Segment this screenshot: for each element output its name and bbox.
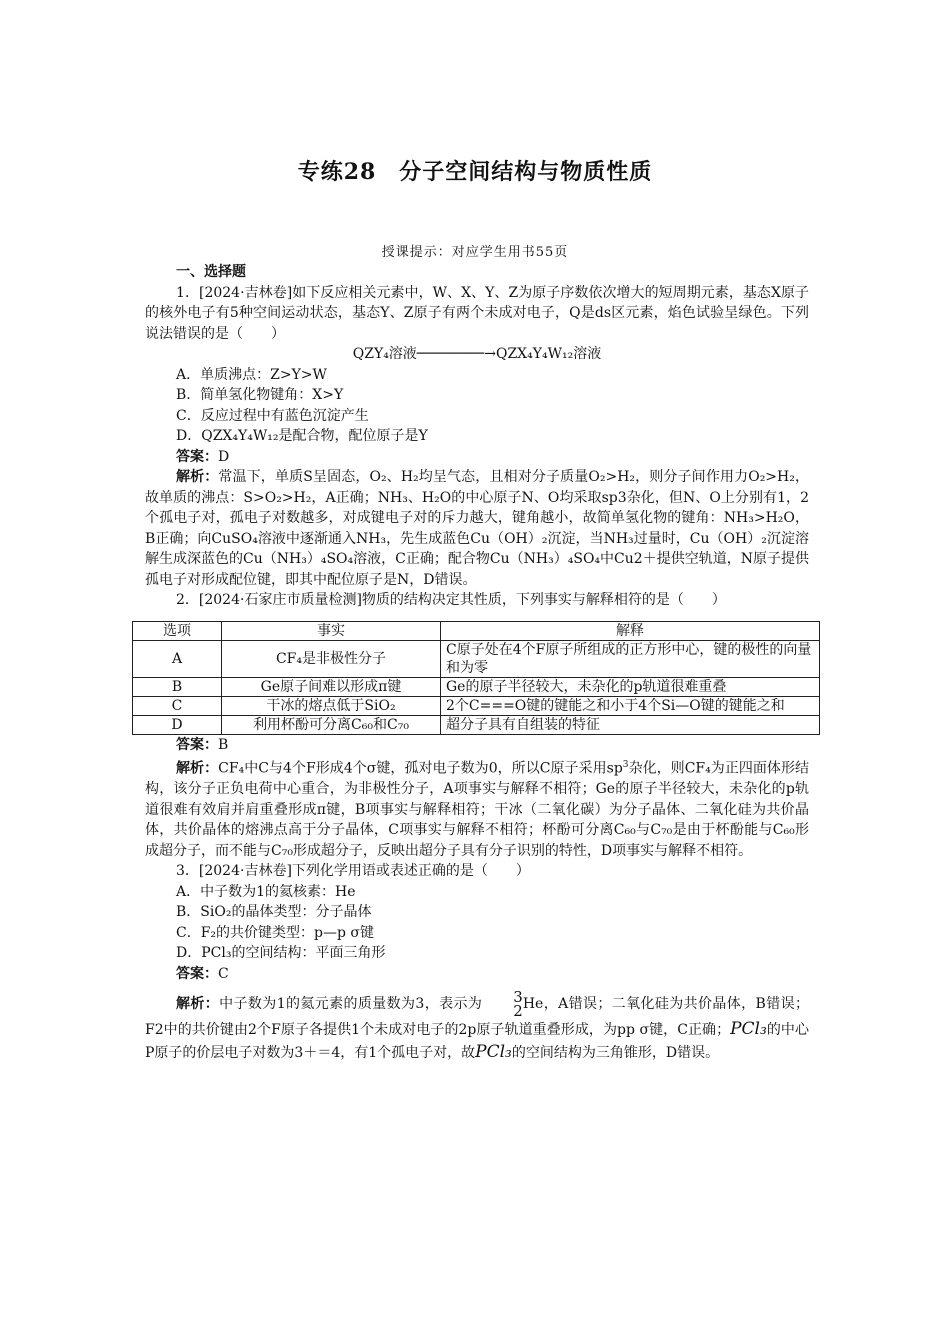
document-body: [145, 262, 812, 1064]
q1-reaction: QZY₄溶液────────→QZX₄Y₄W₁₂溶液: [352, 346, 602, 362]
q2-stem: 2．[2024·石家庄市质量检测]物质的结构决定其性质，下列事实与解释相符的是（ ）: [176, 592, 726, 608]
q2-analysis: [145, 755, 809, 861]
formula: PCl₃: [475, 1042, 512, 1063]
table-cell: 干冰的熔点低于SiO₂: [222, 696, 441, 715]
table-cell: C原子处在4个F原子所组成的正方形中心，键的极性的向量和为零: [441, 640, 820, 677]
mass-number: 3: [513, 988, 523, 1007]
table-cell: 利用杯酚可分离C₆₀和C₇₀: [222, 715, 441, 734]
q1-option-d: D．QZX₄Y₄W₁₂是配合物，配位原子是Y: [176, 428, 428, 444]
answer-label: 答案：: [176, 965, 218, 982]
q1-option-b: B．简单氢化物键角：X>Y: [176, 387, 344, 403]
answer-label: 答案：: [176, 448, 218, 465]
analysis-label: 解析：: [176, 996, 220, 1013]
analysis-label: 解析：: [176, 469, 219, 485]
answer-value: C: [218, 965, 229, 982]
analysis-text: CF₄中C与4个F形成4个σ键，孤对电子数为0，所以C原子采用sp: [218, 760, 623, 777]
q1-stem: 1．[2024·吉林卷]如下反应相关元素中，W、X、Y、Z为原子序数依次增大的短周期元素，基态X原子的核外电子有5种空间运动状态，基态Y、Z原子有两个未成对电子，Q是ds区元素，焰色试验呈绿色。下列说法错误的是（ ）: [145, 284, 809, 342]
q2-answer: [145, 735, 809, 756]
q1-option-a: A．单质沸点：Z>Y>W: [176, 366, 327, 383]
q3-option-b: B．SiO₂的晶体类型：分子晶体: [176, 904, 372, 921]
q1-analysis: [145, 467, 809, 590]
analysis-text: 常温下，单质S呈固态，O₂、H₂均呈气态，且相对分子质量O₂>H₂，则分子间作用力O₂>H₂，故单质的沸点：S>O₂>H₂，A正确；NH₃、H₂O的中心原子N、O均采取sp3杂化，但N、O上分别有1，2个孤电子对，孤电子对数越多，对成键电子对的斥力越大，键角越小，故简单氢化物的键角：NH₃>H₂O，B正确；向CuSO₄溶液中逐渐通入NH₃，先生成蓝色Cu（OH）₂沉淀，当NH₃过量时，Cu（OH）₂沉淀溶解生成深蓝色的Cu（NH₃）₄SO₄溶液，C正确；配合物Cu（NH₃）₄SO₄中Cu2＋提供空轨道，N原子提供孤电子对形成配位键，即其中配位原子是N，D错误。: [145, 469, 809, 588]
q3-stem: 3．[2024·吉林卷]下列化学用语或表述正确的是（ ）: [176, 863, 530, 880]
q3-option-c: C．F₂的共价键类型：p—p σ键: [176, 924, 374, 941]
table-row: [133, 696, 820, 715]
table-header: 事实: [222, 621, 441, 640]
q3-option-d: D．PCl₃的空间结构：平面三角形: [176, 945, 386, 962]
table-cell: 超分子具有自组装的特征: [441, 715, 820, 734]
table-cell: A: [133, 640, 222, 677]
formula: PCl₃: [730, 1019, 767, 1040]
answer-value: D: [218, 448, 230, 465]
teaching-hint: 授课提示：对应学生用书55页: [381, 245, 569, 260]
table-header: 解释: [441, 621, 820, 640]
analysis-text: He，A错误；二氧化硅为共价晶体，B错误；F2中的共价键由2个F原子各提供1个未成对电子的2p原子轨道重叠形成，为pp σ键，C正确；: [145, 996, 809, 1039]
table-cell: 2个C===O键的键能之和小于4个Si—O键的键能之和: [441, 696, 820, 715]
page-title: 专练28 分子空间结构与物质性质: [297, 159, 653, 185]
table-cell: Ge原子间难以形成π键: [222, 677, 441, 696]
answer-label: 答案：: [176, 736, 218, 753]
analysis-text: 的中心P原子的价层电子对数为3＋＝4，有1个孤电子对，故: [145, 1022, 809, 1062]
superscript: 3: [622, 760, 629, 770]
table-cell: D: [133, 715, 222, 734]
table-cell: CF₄是非极性分子: [222, 640, 441, 677]
answer-value: B: [218, 736, 229, 753]
table-row: [133, 640, 820, 677]
table-header-row: [133, 621, 820, 640]
atomic-number: 2: [513, 1002, 523, 1021]
analysis-label: 解析：: [176, 760, 219, 777]
table-cell: Ge的原子半径较大，未杂化的p轨道很难重叠: [441, 677, 820, 696]
analysis-text: 杂化，则CF₄为正四面体形结构，该分子正负电荷中心重合，为非极性分子，A项事实与解释不相符；Ge的原子半径较大，未杂化的p轨道很难有效肩并肩重叠形成π键，B项事实与解释相符；干冰（二氧化碳）为分子晶体、二氧化硅为共价晶体，共价晶体的熔沸点高于分子晶体，C项事实与解释不相符；杯酚可分离C₆₀与C₇₀是由于杯酚能与C₆₀形成超分子，而不能与C₇₀形成超分子，反映出超分子具有分子识别的特性，D项事实与解释不相符。: [145, 760, 810, 859]
section-heading: 一、选择题: [176, 264, 246, 280]
q1-option-c: C．反应过程中有蓝色沉淀产生: [176, 407, 369, 424]
table-row: [133, 715, 820, 734]
table-header: 选项: [133, 621, 222, 640]
q1-answer: [145, 447, 809, 468]
table-row: [133, 677, 820, 696]
analysis-text: 的空间结构为三角锥形，D错误。: [511, 1045, 720, 1062]
q3-answer: [145, 964, 809, 985]
table-cell: B: [133, 677, 222, 696]
q3-analysis: [145, 990, 809, 1064]
q3-option-a: A．中子数为1的氦核素：He: [176, 883, 356, 900]
analysis-text: 中子数为1的氦元素的质量数为3，表示为: [219, 996, 483, 1013]
q2-table: [132, 621, 820, 735]
table-cell: C: [133, 696, 222, 715]
nuclide-notation: [482, 988, 523, 1021]
